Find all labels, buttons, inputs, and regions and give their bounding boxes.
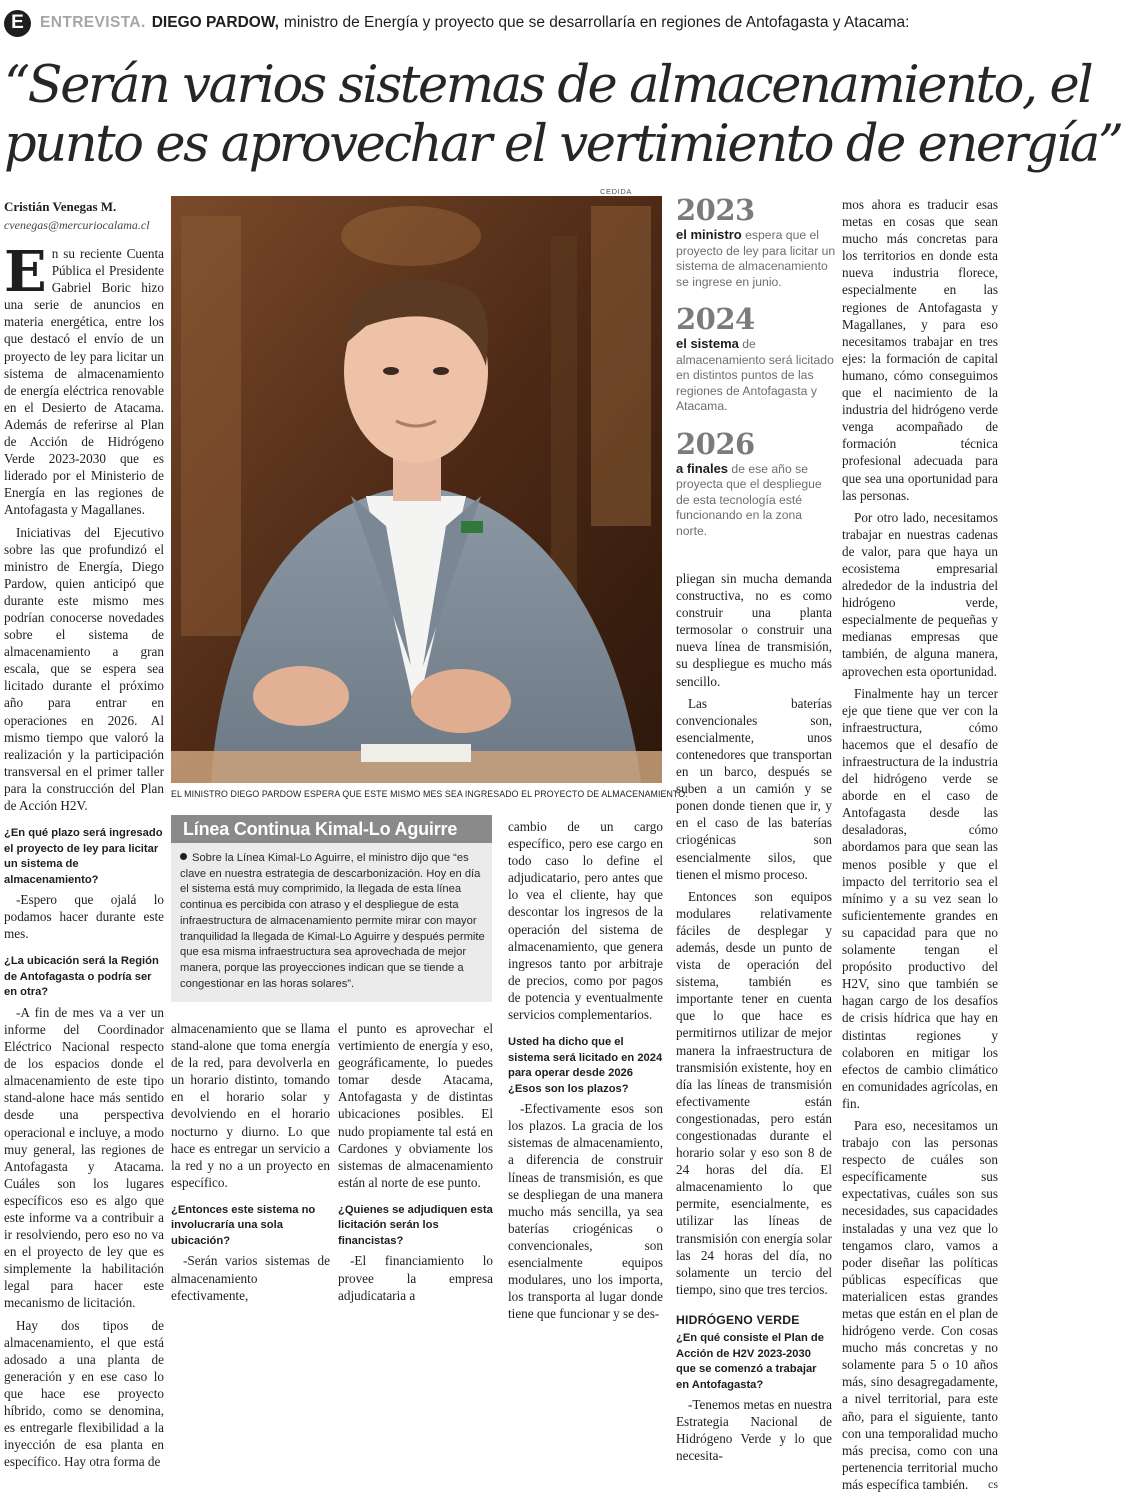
headline-line-2: punto es aprovechar el vertimiento de energía” <box>4 115 1122 174</box>
section-subheading: HIDRÓGENO VERDE <box>676 1312 800 1327</box>
timeline-text <box>676 336 836 415</box>
timeline-highlights <box>676 193 836 551</box>
timeline-item <box>676 427 836 540</box>
timeline-lead: el ministro <box>676 227 742 242</box>
intro-paragraph <box>4 239 164 519</box>
timeline-text <box>676 461 836 540</box>
paragraph: Por otro lado, necesitamos trabajar en nuestras cadenas de valor, para que haya un ecosistema empresarial alrededor de la industria del hidrógeno verde, especialmente de pequeñas y medianas empresas que también, de alguna manera, aprovechen esta oportunidad. <box>842 509 998 679</box>
interview-answer: -Efectivamente esos son los plazos. La gracia de los sistemas de almacenamiento, a diferencia de construir líneas de transmisión, es que se despliegan de una manera mucho más sencilla, ya sea baterías criogénicas o convencionales, son esencialmente equipos modulares, uno los importa, los transporta al lugar donde tiene que funcionar y se des- <box>508 1101 663 1322</box>
interview-question: ¿En qué plazo será ingresado el proyecto de ley para licitar un sistema de almacenamiento? <box>4 827 163 886</box>
author-name: Cristián Venegas M. <box>4 199 117 214</box>
timeline-body: de almacenamiento será licitado en distintos puntos de las regiones de Antofagasta y Atacama. <box>676 337 834 413</box>
paragraph: Iniciativas del Ejecutivo sobre las que profundizó el ministro de Energía, Diego Pardow, quien anticipó que durante este mismo mes podrían conocerse novedades sobre el sistema de almacenamiento a gran escala, que se espera sea licitado durante el próximo año para entrar en operaciones en 2026. Al mismo tiempo que valoró la realización y la participación transversal en el primer taller para la construcción del Plan de Acción H2V. <box>4 524 164 813</box>
timeline-item <box>676 193 836 290</box>
paragraph: cambio de un cargo específico, pero ese cargo en todo caso lo define el adjudicatario, pero antes que lo vea el cliente, hay que descontar los ingresos de la operación del sistema de almacenamiento, que genera ingresos tanto por arbitraje de precios, como por pagos de potencia y eventualmente servicios complementarios. <box>508 819 663 1023</box>
paragraph: pliegan sin mucha demanda constructiva, no es como construir una planta termosolar o construir una nueva línea de transmisión, su despliegue es mucho más sencillo. <box>676 571 832 689</box>
interview-answer: -El financiamiento lo provee la empresa adjudicataria a <box>338 1253 493 1303</box>
interview-answer: -A fin de mes va a ver un informe del Coordinador Eléctrico Nacional respecto de los espacios donde el almacenamiento de este tipo stand-alone hace más sentido desde una perspectiva operacional e incluye, a modo muy general, las regiones de Antofagasta y Atacama. Cuáles son los lugares específicos eso es algo que este informe va a contribuir a ir resolviendo, pero eso no va en el proyecto de ley que es simplemente la habilitación legal para hacer este mecanismo de licitación. <box>4 1004 164 1311</box>
interview-answer: -Serán varios sistemas de almacenamiento efectivamente, <box>171 1253 330 1303</box>
timeline-year: 2024 <box>676 302 755 336</box>
photo-credit: CEDIDA <box>600 187 632 196</box>
headline <box>4 56 1122 174</box>
timeline-year: 2023 <box>676 193 755 227</box>
paragraph: el punto es aprovechar el vertimiento de energía y eso, geográficamente, lo puedes tomar desde Atacama, Antofagasta y de distintas ubicaciones posibles. El nudo propiamente tal está en Cardones y obviamente los sistemas de almacenamiento están al norte de ese punto. <box>338 1021 493 1190</box>
interview-question: ¿La ubicación será la Región de Antofagasta o podría ser en otra? <box>4 955 159 999</box>
closing-text: Para eso, necesitamos un trabajo con las personas respecto de cuáles son específicamente sus expectativas, cuáles son sus necesidades, sus capacidades instaladas y una vez que lo tengamos claro, vamos a poder diseñar las políticas públicas específicas que materialicen estas grandes metas que están en el plan de hidrógeno verde. Con cosas mucho más concretas y no solamente para 5 o 10 años más, sino desagregadamente, a nivel territorial, para este año, para el siguiente, tanto con una temporalidad mucho más precisa, como con una pertenencia territorial mucho más específica también. <box>842 1117 998 1492</box>
intro-text: n su reciente Cuenta Pública el Presidente Gabriel Boric hizo una serie de anuncios en materia energética, entre los que destacó el envío de un proyecto de ley para licitar un sistema de almacenamiento de energía eléctrica renovable en el Desierto de Atacama. Además de referirse al Plan de Acción de Hidrógeno Verde 2023-2030 que es liderado por el Ministerio de Energía en las regiones de Antofagasta y Magallanes. <box>4 246 164 518</box>
timeline-year: 2026 <box>676 426 755 461</box>
article-column-4 <box>508 818 663 1322</box>
end-mark: cs <box>988 1476 998 1491</box>
paragraph: Finalmente hay un tercer eje que tiene que ver con la infraestructura, cómo hacemos que el desafío de infraestructura de la industria del hidrógeno verde se aborde en el caso de Antofagasta desde las desaladoras, cómo abordamos para que sean las menos posible y que el impacto del territorio sea el mínimo y a su vez sean lo suficientemente grandes en su capacidad para que no solamente tengan el propósito productivo del H2V, sino que también se hagan cargo de los desafíos de crisis hídrica que hay en distintas regiones y colaboren en mitigar los efectos de cambio climático en comunidades agrícolas, en fin. <box>842 685 998 1111</box>
section-tag: ENTREVISTA. <box>40 14 146 31</box>
interviewee-name: DIEGO PARDOW, <box>151 14 279 31</box>
sidebar-box-text: Sobre la Línea Kimal-Lo Aguirre, el ministro dijo que “es clave en nuestra estrategia de descarbonización. Hoy en día el sistema está muy comprimido, la llegada de esta línea continua es percibida con atraso y el despliegue de esta infraestructura de almacenamiento permite mirar con mayor tranquilidad la llegada de Kimal-Lo Aguirre y después permite que esa misma infraestructura sea aprovechada de mejor manera, porque las proyecciones indican que se tiende a congestionar en las horas solares”. <box>180 852 485 990</box>
article-column-5 <box>676 570 832 1464</box>
article-column-6 <box>842 196 998 1492</box>
sidebar-box-title: Línea Continua Kimal-Lo Aguirre <box>171 815 492 843</box>
photo-caption: EL MINISTRO DIEGO PARDOW ESPERA QUE ESTE MISMO MES SEA INGRESADO EL PROYECTO DE ALMACENAMIENTO. <box>171 789 688 799</box>
drop-cap: E <box>4 239 47 305</box>
article-column-1 <box>4 239 164 1470</box>
article-column-3 <box>338 1020 493 1303</box>
minister-photo <box>171 196 662 783</box>
timeline-lead: el sistema <box>676 336 739 351</box>
timeline-body: espera que el proyecto de ley para licitar un sistema de almacenamiento se ingrese en junio. <box>676 228 836 289</box>
kicker-description: ministro de Energía y proyecto que se desarrollaría en regiones de Antofagasta y Atacama: <box>283 14 910 31</box>
paragraph: almacenamiento que se llama stand-alone que toma energía de la red, para devolverla en un horario distinto, tomando en el horario solar y devolviendo en el horario nocturno y diurno. Lo que hace es entregar un servicio a la red y no a un proyecto en específico. <box>171 1021 330 1190</box>
interview-question: ¿Quienes se adjudiquen esta licitación serán los financistas? <box>338 1203 493 1247</box>
article-column-2 <box>171 1020 330 1303</box>
sidebar-box <box>171 815 492 1002</box>
paragraph <box>842 1117 998 1493</box>
sidebar-box-body <box>180 851 488 992</box>
byline <box>4 198 169 234</box>
interview-question: Usted ha dicho que el sistema será licitado en 2024 para operar desde 2026 ¿Esos son los plazos? <box>508 1036 663 1095</box>
timeline-body: de ese año se proyecta que el despliegue de esta tecnología esté funcionando en la zona norte. <box>676 461 822 538</box>
interview-answer: -Tenemos metas en nuestra Estrategia Nacional de Hidrógeno Verde y lo que necesita- <box>676 1397 832 1464</box>
article-kicker <box>4 6 994 40</box>
paragraph: Entonces son equipos modulares relativamente fáciles de desplegar y además, desde un punto de vista de operación del sistema, también es importante tener en cuenta que lo que hace es permitirnos utilizar de mejor manera la infraestructura de transmisión existente, hoy en día las líneas de transmisión efectivamente están congestionadas, pero están congestionadas durante el horario solar y eso son 8 de 24 horas del día. El almacenamiento lo que permite, esencialmente, es utilizar las líneas de transmisión con energía solar las 24 horas del día, no solamente un tercio del tiempo, sino que tres tercios. <box>676 888 832 1297</box>
section-badge: E <box>4 10 31 37</box>
interview-question: ¿Entonces este sistema no involucraría una sola ubicación? <box>171 1203 316 1247</box>
paragraph: Hay dos tipos de almacenamiento, el que está adosado a una planta de generación y en ese caso lo que hace ese proyecto híbrido, como se denomina, es entregarle flexibilidad a la inyección de esa planta en específico. Hay otra forma de <box>4 1317 164 1470</box>
portrait-illustration <box>171 196 662 783</box>
paragraph: Las baterías convencionales son, esencialmente, unos contenedores que transportan en un barco, después se suben a un camión y se ponen donde tienen que ir, y en el caso de las baterías criogénicas son esencialmente silos, que tienen el mismo proceso. <box>676 695 832 882</box>
timeline-text <box>676 227 836 290</box>
timeline-lead: a finales <box>676 460 729 476</box>
author-email: cvenegas@mercuriocalama.cl <box>4 218 150 232</box>
headline-line-1: “Serán varios sistemas de almacenamiento, el <box>4 56 1092 115</box>
interview-question: ¿En qué consiste el Plan de Acción de H2V 2023-2030 que se comenzó a trabajar en Antofagasta? <box>676 1332 824 1391</box>
bullet-icon <box>180 853 187 860</box>
interview-answer: -Espero que ojalá lo podamos hacer durante este mes. <box>4 892 164 942</box>
paragraph: mos ahora es traducir esas metas en cosas que sean mucho más concretas para los territorios en donde esta nueva industria florece, especialmente en las regiones de Antofagasta y Magallanes, y para eso necesitamos trabajar en tres ejes: la formación de capital humano, cómo conseguimos que el nacimiento de la industria del hidrógeno verde venga acompañado de formación técnica profesional adecuada para que sea una oportunidad para las personas. <box>842 197 998 503</box>
timeline-item <box>676 302 836 415</box>
